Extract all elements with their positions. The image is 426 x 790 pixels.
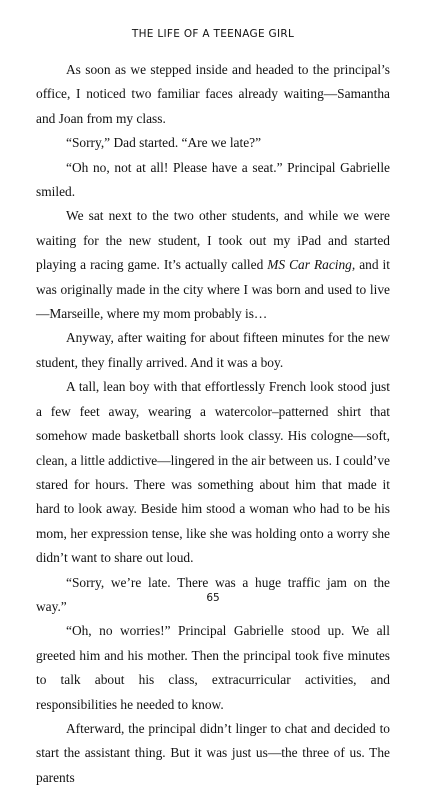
running-header: THE LIFE OF A TEENAGE GIRL: [131, 28, 295, 40]
body-text: [36, 58, 390, 790]
paragraph: A tall, lean boy with that effortlessly French look stood just a few feet away, wearing a watercolor–patterned shirt that somehow made basketball shorts look classy. His cologne—soft, clean, a little addictive—lingered in the air between us. I could’ve stared for hours. There was something about him that made it hard to look away. Beside him stood a woman who had to be his mom, her expression tense, like she was holding onto a worry she didn’t want to share out loud.: [36, 379, 390, 566]
paragraph-text: and it was originally made in the city where I was born and used to live—Marseille, where my mom probably is…: [36, 257, 390, 322]
game-title: MS Car Racing,: [267, 257, 356, 273]
paragraph: “Sorry,” Dad started. “Are we late?”: [66, 135, 262, 151]
paragraph: As soon as we stepped inside and headed to the principal’s office, I noticed two familiar faces already waiting—Samantha and Joan from my class.: [36, 62, 390, 126]
paragraph: “Sorry, we’re late. There was a huge traffic jam on the way.”: [36, 574, 390, 614]
paragraph: “Oh, no worries!” Principal Gabrielle stood up. We all greeted him and his mother. Then the principal took five minutes to talk about his class, extracurricular activities, and responsibilities he needed to know.: [36, 623, 390, 712]
page-number: 65: [206, 592, 220, 604]
paragraph: Afterward, the principal didn’t linger to chat and decided to start the assistant thing. But it was just us—the three of us. The parents: [36, 720, 390, 785]
paragraph: “Oh no, not at all! Please have a seat.” Principal Gabrielle smiled.: [36, 159, 390, 200]
paragraph-text: We sat next to the two other students, and while we were waiting for the new student, I took out my iPad and started playing a racing game. It’s actually called: [36, 208, 390, 273]
paragraph: [36, 204, 390, 326]
paragraph: Anyway, after waiting for about fifteen minutes for the new student, they finally arrived. And it was a boy.: [36, 330, 390, 370]
